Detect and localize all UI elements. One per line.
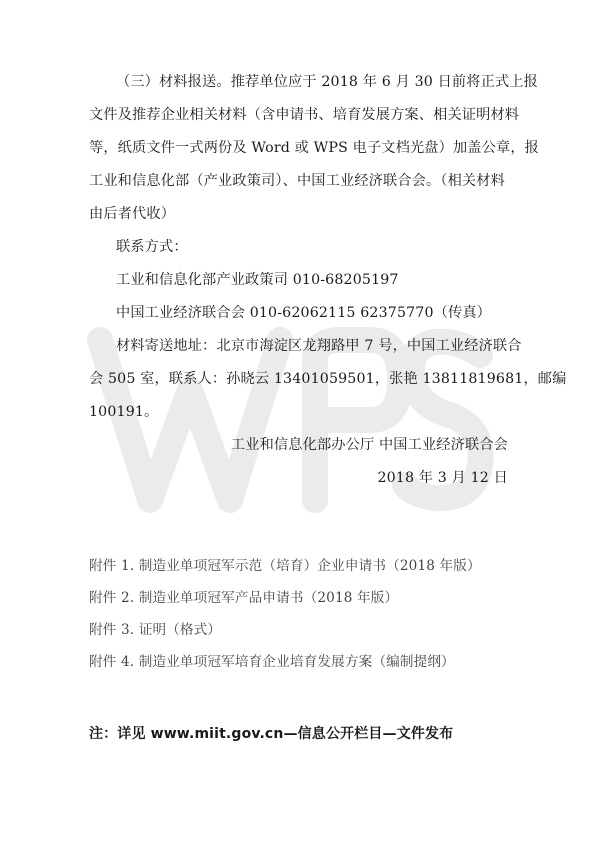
attachment-3: 附件 3. 证明（格式） — [89, 622, 222, 638]
contact-heading: 联系方式： — [116, 239, 188, 255]
body-line-4: 工业和信息化部（产业政策司）、中国工业经济联合会。（相关材料 — [89, 173, 505, 189]
footnote-link[interactable]: 注：详见 www.miit.gov.cn—信息公开栏目—文件发布 — [89, 726, 454, 742]
signature-issuers: 工业和信息化部办公厅 中国工业经济联合会 — [230, 437, 508, 453]
attachment-4: 附件 4. 制造业单项冠军培育企业培育发展方案（编制提纲） — [89, 654, 455, 670]
attachment-1: 附件 1. 制造业单项冠军示范（培育）企业申请书（2018 年版） — [89, 558, 481, 574]
signature-date: 2018 年 3 月 12 日 — [377, 470, 508, 486]
body-line-2: 文件及推荐企业相关材料（含申请书、培育发展方案、相关证明材料 — [89, 107, 520, 123]
mailing-line-1: 材料寄送地址：北京市海淀区龙翔路甲 7 号，中国工业经济联合 — [116, 338, 522, 354]
body-line-5: 由后者代收） — [89, 206, 176, 222]
body-line-3: 等，纸质文件一式两份及 Word 或 WPS 电子文档光盘）加盖公章，报 — [89, 140, 540, 156]
body-line-1: （三）材料报送。推荐单位应于 2018 年 6 月 30 日前将正式上报 — [116, 74, 538, 90]
mailing-line-3: 100191。 — [89, 404, 159, 420]
mailing-line-2: 会 505 室，联系人：孙晓云 13401059501，张艳 13811819681，邮编 — [89, 371, 567, 387]
contact-miit: 工业和信息化部产业政策司 010-68205197 — [116, 272, 399, 288]
contact-cfie: 中国工业经济联合会 010-62062115 62375770（传真） — [116, 305, 492, 321]
attachment-2: 附件 2. 制造业单项冠军产品申请书（2018 年版） — [89, 590, 399, 606]
